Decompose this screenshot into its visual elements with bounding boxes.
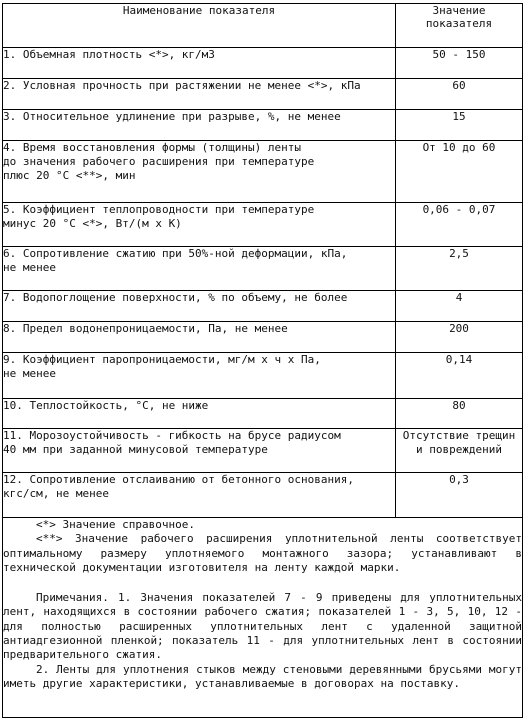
row-value: Отсутствие трещин и повреждений (396, 429, 523, 473)
row-value: 0,06 - 0,07 (396, 203, 523, 247)
row-name: 12. Сопротивление отслаиванию от бетонного основания, кгс/см, не менее (3, 473, 396, 518)
table-row (3, 291, 523, 322)
table-row (3, 141, 523, 203)
row-name: 9. Коэффициент паропроницаемости, мг/м x ч x Па, не менее (3, 353, 396, 399)
row-name: 3. Относительное удлинение при разрыве, %, не менее (3, 110, 396, 141)
row-value: 2,5 (396, 247, 523, 291)
header-value: Значение показателя (396, 4, 523, 48)
row-value: 15 (396, 110, 523, 141)
row-name: 7. Водопоглощение поверхности, % по объему, не более (3, 291, 396, 322)
remark-2: 2. Ленты для уплотнения стыков между стеновыми деревянными брусьями могут иметь другие характеристики, устанавливаемые в договорах на поставку. (3, 662, 522, 690)
table-row (3, 247, 523, 291)
notes-spacer (3, 575, 522, 591)
table-row (3, 79, 523, 110)
table-row (3, 322, 523, 353)
row-name: 11. Морозоустойчивость - гибкость на брусе радиусом 40 мм при заданной минусовой температуре (3, 429, 396, 473)
row-value: 200 (396, 322, 523, 353)
row-name: 6. Сопротивление сжатию при 50%-ной деформации, кПа, не менее (3, 247, 396, 291)
table-row (3, 399, 523, 429)
row-name: 5. Коэффициент теплопроводности при температуре минус 20 °С <*>, Вт/(м x К) (3, 203, 396, 247)
row-value: 0,3 (396, 473, 523, 518)
spec-table (2, 3, 523, 718)
remark-1: Примечания. 1. Значения показателей 7 - 9 приведены для уплотнительных лент, находящихся в состоянии рабочего сжатия; показателей 1 - 3, 5, 10, 12 - для полностью расширенных уплотнительных лент с удаленной защитной антиадгезионной пленкой; показатель 11 - для уплотнительных лент в состоянии предварительного сжатия. (3, 591, 522, 662)
table-row (3, 429, 523, 473)
row-value: От 10 до 60 (396, 141, 523, 203)
row-name: 4. Время восстановления формы (толщины) ленты до значения рабочего расширения при температуре плюс 20 °С <**>, мин (3, 141, 396, 203)
table-row (3, 353, 523, 399)
row-value: 60 (396, 79, 523, 110)
row-name: 8. Предел водонепроницаемости, Па, не менее (3, 322, 396, 353)
row-name: 10. Теплостойкость, °С, не ниже (3, 399, 396, 429)
spec-sheet (2, 3, 522, 725)
notes-cell (3, 518, 523, 718)
note-reference: <*> Значение справочное. (36, 518, 195, 531)
row-value: 50 - 150 (396, 48, 523, 79)
table-row (3, 110, 523, 141)
header-name: Наименование показателя (3, 4, 396, 48)
row-value: 80 (396, 399, 523, 429)
note-working-expansion: <**> Значение рабочего расширения уплотнительной ленты соответствует оптимальному размеру уплотняемого монтажного зазора; устанавливают в технической документации изготовителя на ленту каждой марки. (3, 532, 522, 574)
table-header-row (3, 4, 523, 48)
row-name: 1. Объемная плотность <*>, кг/м3 (3, 48, 396, 79)
table-row (3, 48, 523, 79)
row-name: 2. Условная прочность при растяжении не менее <*>, кПа (3, 79, 396, 110)
table-row (3, 473, 523, 518)
row-value: 0,14 (396, 353, 523, 399)
table-row (3, 203, 523, 247)
notes-row (3, 518, 523, 718)
row-value: 4 (396, 291, 523, 322)
